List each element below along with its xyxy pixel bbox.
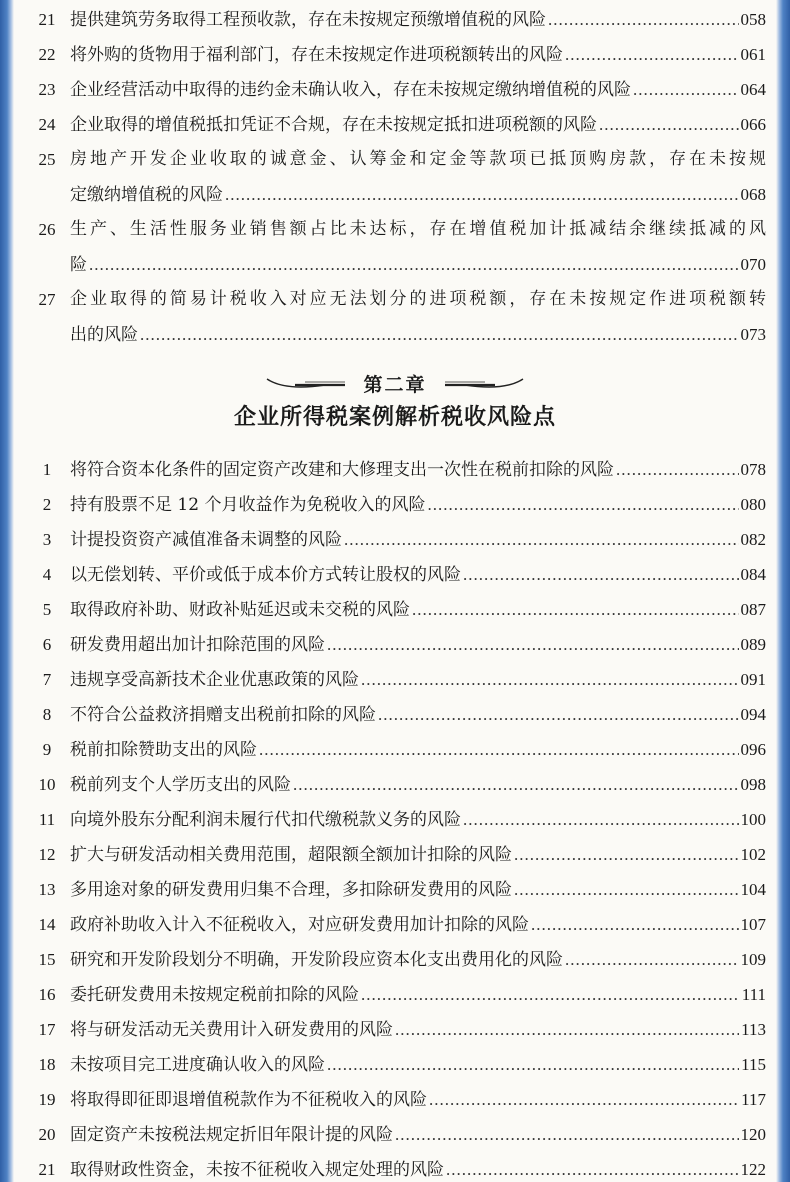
entry-title: 持有股票不足 12 个月收益作为免税收入的风险 — [70, 495, 426, 515]
entry-title: 研发费用超出加计扣除范围的风险 — [70, 635, 325, 655]
toc-entry[interactable] — [30, 1012, 766, 1047]
entry-title: 税前扣除赞助支出的风险 — [70, 740, 257, 760]
toc-entry[interactable] — [30, 2, 766, 37]
leader-dots — [395, 1012, 739, 1047]
entry-number: 6 — [42, 635, 52, 654]
entry-number: 8 — [42, 705, 52, 724]
toc-entry[interactable] — [30, 522, 766, 557]
leader-dots — [327, 1047, 739, 1082]
leader-dots — [463, 802, 739, 837]
entry-number: 20 — [38, 1125, 56, 1144]
toc-entry[interactable] — [30, 767, 766, 802]
entry-number: 11 — [38, 810, 56, 829]
entry-page: 098 — [740, 775, 766, 794]
toc-entry[interactable] — [30, 107, 766, 142]
leader-dots — [427, 487, 738, 522]
entry-page: 087 — [740, 600, 766, 619]
leader-dots — [633, 72, 739, 107]
entry-title: 不符合公益救济捐赠支出税前扣除的风险 — [70, 705, 376, 725]
entry-page: 122 — [740, 1160, 766, 1179]
entry-title: 固定资产未按税法规定折旧年限计提的风险 — [70, 1125, 393, 1145]
ornament-right-icon — [441, 373, 525, 393]
leader-dots — [463, 557, 739, 592]
toc-entry[interactable] — [30, 452, 766, 487]
entry-number: 9 — [42, 740, 52, 759]
toc-entry[interactable] — [30, 627, 766, 662]
leader-dots — [361, 662, 739, 697]
entry-title: 企业经营活动中取得的违约金未确认收入，存在未按规定缴纳增值税的风险 — [70, 80, 631, 100]
entry-page: 070 — [740, 255, 766, 274]
entry-page: 104 — [740, 880, 766, 899]
entry-number: 14 — [38, 915, 56, 934]
toc-entry[interactable] — [30, 1047, 766, 1082]
entry-title-line2: 险 — [70, 255, 87, 275]
entry-number: 13 — [38, 880, 56, 899]
entry-page: 080 — [740, 495, 766, 514]
entry-page: 082 — [740, 530, 766, 549]
leader-dots — [225, 177, 739, 212]
leader-dots — [327, 627, 739, 662]
entry-title: 向境外股东分配利润未履行代扣代缴税款义务的风险 — [70, 810, 461, 830]
entry-title-line1: 企业取得的简易计税收入对应无法划分的进项税额，存在未按规定作进项税额转 — [70, 289, 766, 309]
entry-page: 064 — [740, 80, 766, 99]
chapter-title: 企业所得税案例解析税收风险点 — [233, 405, 556, 430]
entry-title: 税前列支个人学历支出的风险 — [70, 775, 291, 795]
toc-entry[interactable] — [30, 1082, 766, 1117]
entry-title: 扩大与研发活动相关费用范围，超限额全额加计扣除的风险 — [70, 845, 512, 865]
entry-page: 078 — [740, 460, 766, 479]
entry-title: 多用途对象的研发费用归集不合理，多扣除研发费用的风险 — [70, 880, 512, 900]
entry-title-line1: 房地产开发企业收取的诚意金、认筹金和定金等款项已抵顶购房款，存在未按规 — [70, 149, 766, 169]
entry-page: 066 — [740, 115, 766, 134]
leader-dots — [395, 1117, 739, 1152]
entry-page: 058 — [740, 10, 766, 29]
toc-entry[interactable] — [30, 802, 766, 837]
entry-number: 4 — [42, 565, 52, 584]
toc-entry[interactable] — [30, 1152, 766, 1182]
toc-entry[interactable] — [30, 487, 766, 522]
entry-page: 073 — [740, 325, 766, 344]
entry-number: 5 — [42, 600, 52, 619]
leader-dots — [565, 942, 739, 977]
entry-title: 取得财政性资金，未按不征税收入规定处理的风险 — [70, 1160, 444, 1180]
entry-title: 企业取得的增值税抵扣凭证不合规，存在未按规定抵扣进项税额的风险 — [70, 115, 597, 135]
entry-number: 18 — [38, 1055, 56, 1074]
entry-page: 111 — [741, 985, 766, 1004]
entry-title: 将符合资本化条件的固定资产改建和大修理支出一次性在税前扣除的风险 — [70, 460, 614, 480]
entry-number: 26 — [38, 220, 56, 239]
entry-page: 068 — [740, 185, 766, 204]
toc-entry[interactable] — [30, 942, 766, 977]
toc-entry[interactable] — [30, 142, 766, 212]
entry-page: 115 — [741, 1055, 766, 1074]
leader-dots — [531, 907, 739, 942]
entry-title: 计提投资资产减值准备未调整的风险 — [70, 530, 342, 550]
entry-title: 将与研发活动无关费用计入研发费用的风险 — [70, 1020, 393, 1040]
leader-dots — [446, 1152, 739, 1182]
entry-title: 政府补助收入计入不征税收入，对应研发费用加计扣除的风险 — [70, 915, 529, 935]
entry-number: 22 — [38, 45, 56, 64]
entry-number: 1 — [42, 460, 52, 479]
entry-page: 113 — [741, 1020, 766, 1039]
toc-entry[interactable] — [30, 72, 766, 107]
toc-entry[interactable] — [30, 37, 766, 72]
leader-dots — [616, 452, 739, 487]
toc-entry[interactable] — [30, 977, 766, 1012]
toc-entry[interactable] — [30, 697, 766, 732]
toc-entry[interactable] — [30, 592, 766, 627]
entry-number: 21 — [38, 10, 56, 29]
leader-dots — [514, 872, 739, 907]
chapter-heading — [0, 366, 790, 431]
leader-dots — [599, 107, 739, 142]
entry-number: 19 — [38, 1090, 56, 1109]
entry-title: 违规享受高新技术企业优惠政策的风险 — [70, 670, 359, 690]
entry-number: 7 — [42, 670, 52, 689]
toc-entry[interactable] — [30, 1117, 766, 1152]
toc-entry[interactable] — [30, 212, 766, 282]
entry-page: 109 — [740, 950, 766, 969]
entry-page: 089 — [740, 635, 766, 654]
entry-page: 096 — [740, 740, 766, 759]
leader-dots — [140, 317, 739, 352]
entry-page: 107 — [740, 915, 766, 934]
leader-dots — [565, 37, 739, 72]
entry-number: 15 — [38, 950, 56, 969]
entry-number: 24 — [38, 115, 56, 134]
leader-dots — [548, 2, 739, 37]
entry-number: 12 — [38, 845, 56, 864]
entry-page: 061 — [740, 45, 766, 64]
entry-title: 委托研发费用未按规定税前扣除的风险 — [70, 985, 359, 1005]
entry-title: 未按项目完工进度确认收入的风险 — [70, 1055, 325, 1075]
entry-page: 094 — [740, 705, 766, 724]
entry-title: 取得政府补助、财政补贴延迟或未交税的风险 — [70, 600, 410, 620]
leader-dots — [514, 837, 739, 872]
page-border-right — [776, 0, 790, 1182]
toc-entry[interactable] — [30, 662, 766, 697]
toc-entry[interactable] — [30, 282, 766, 352]
entry-title: 以无偿划转、平价或低于成本价方式转让股权的风险 — [70, 565, 461, 585]
entry-title: 研究和开发阶段划分不明确，开发阶段应资本化支出费用化的风险 — [70, 950, 563, 970]
entry-title: 将取得即征即退增值税款作为不征税收入的风险 — [70, 1090, 427, 1110]
entry-title: 将外购的货物用于福利部门，存在未按规定作进项税额转出的风险 — [70, 45, 563, 65]
leader-dots — [259, 732, 739, 767]
leader-dots — [378, 697, 739, 732]
toc-entry[interactable] — [30, 837, 766, 872]
leader-dots — [361, 977, 740, 1012]
entry-title: 提供建筑劳务取得工程预收款，存在未按规定预缴增值税的风险 — [70, 10, 546, 30]
entry-number: 16 — [38, 985, 56, 1004]
chapter-label: 第二章 — [363, 373, 427, 396]
leader-dots — [344, 522, 739, 557]
entry-title-line2: 定缴纳增值税的风险 — [70, 185, 223, 205]
entry-number: 2 — [42, 495, 52, 514]
entry-title-line2: 出的风险 — [70, 325, 138, 345]
leader-dots — [89, 247, 739, 282]
leader-dots — [429, 1082, 739, 1117]
entry-number: 10 — [38, 775, 56, 794]
toc-entry[interactable] — [30, 872, 766, 907]
leader-dots — [293, 767, 739, 802]
entry-page: 100 — [740, 810, 766, 829]
toc-entry[interactable] — [30, 732, 766, 767]
toc-entry[interactable] — [30, 907, 766, 942]
entry-title-line1: 生产、生活性服务业销售额占比未达标，存在增值税加计抵减结余继续抵减的风 — [70, 219, 766, 239]
entry-page: 117 — [741, 1090, 766, 1109]
entry-number: 21 — [38, 1160, 56, 1179]
page-border-left — [0, 0, 14, 1182]
entry-page: 120 — [740, 1125, 766, 1144]
entry-number: 3 — [42, 530, 52, 549]
entry-page: 102 — [740, 845, 766, 864]
entry-number: 27 — [38, 290, 56, 309]
entry-number: 23 — [38, 80, 56, 99]
entry-number: 25 — [38, 150, 56, 169]
entry-number: 17 — [38, 1020, 56, 1039]
entry-page: 091 — [740, 670, 766, 689]
toc-entry[interactable] — [30, 557, 766, 592]
entry-page: 084 — [740, 565, 766, 584]
leader-dots — [412, 592, 739, 627]
ornament-left-icon — [265, 373, 349, 393]
